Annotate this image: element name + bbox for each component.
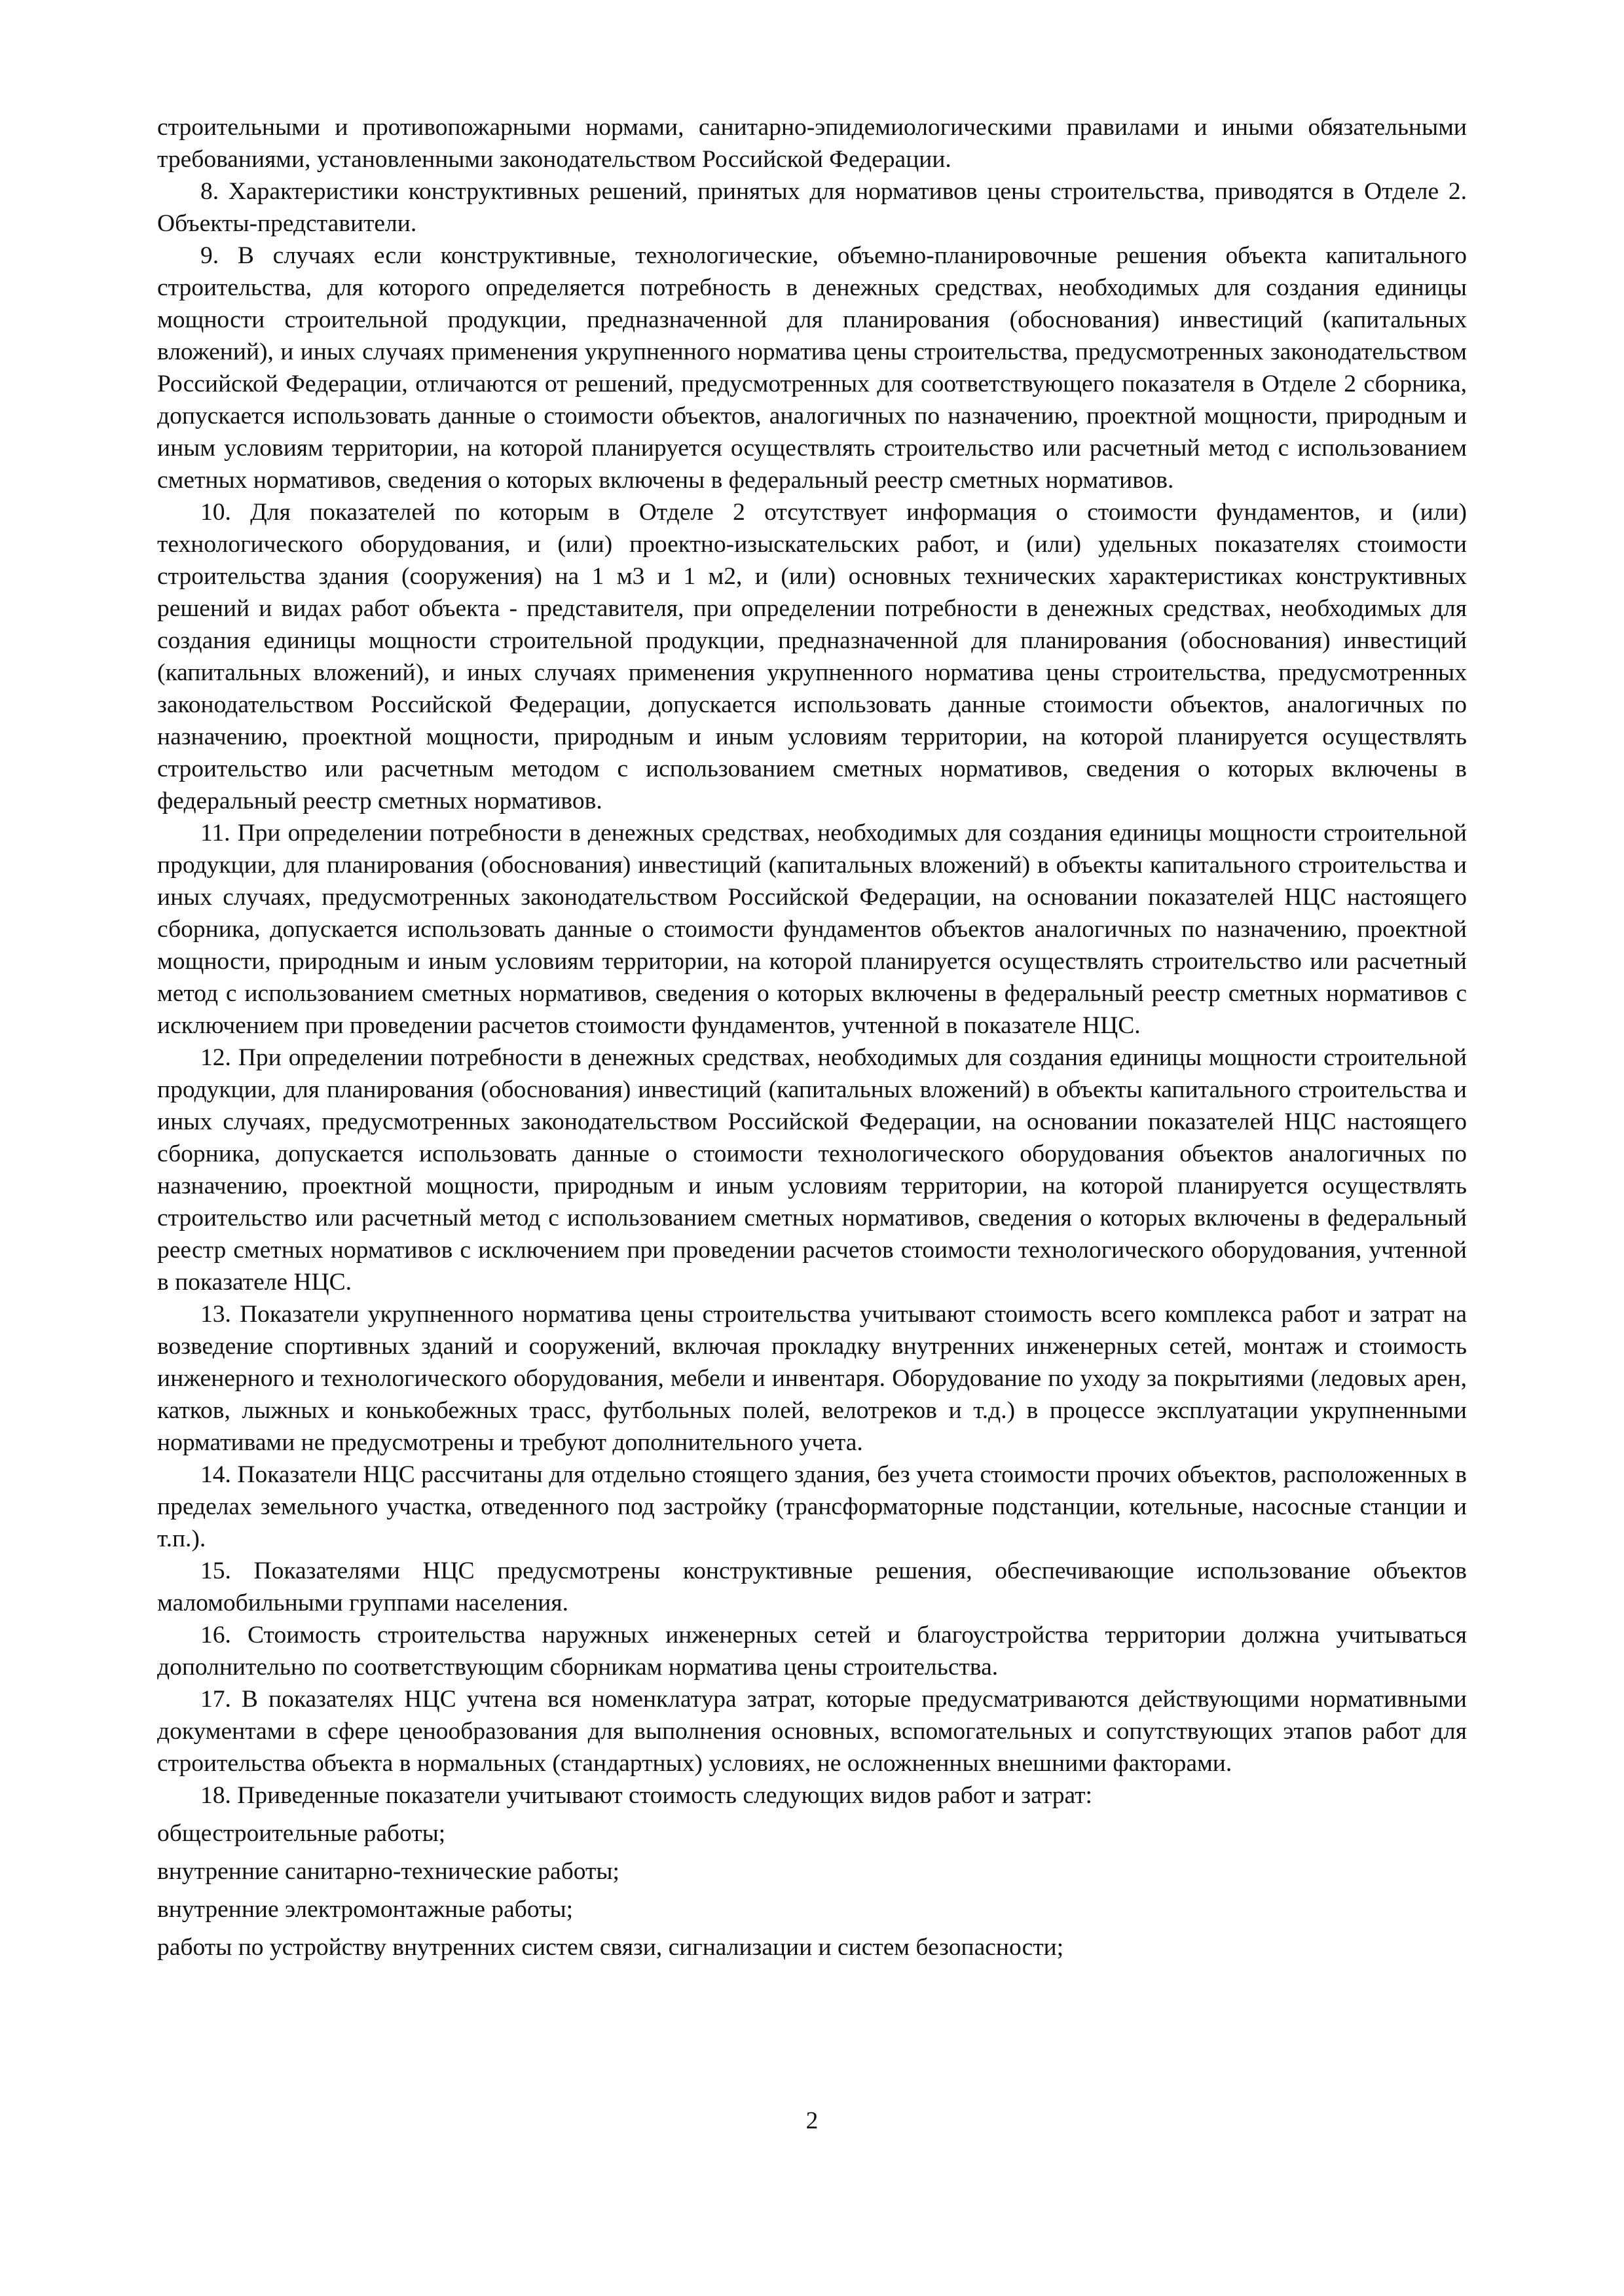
list-item: внутренние электромонтажные работы; [157,1896,574,1923]
paragraph-18: 18. Приведенные показатели учитывают стоимость следующих видов работ и затрат: [200,1782,1092,1809]
paragraph-9: 9. В случаях если конструктивные, технологические, объемно-планировочные решения объекта капитального строительства, для которого определяется потребность в денежных средствах, необходимых для создания единицы мощности строительной продукции, предназначенной для планирования (обоснования) инвестиций (капитальных вложений), и иных случаях применения укрупненного норматива цены строительства, предусмотренных законодательством Российской Федерации, отличаются от решений, предусмотренных для соответствующего показателя в Отделе 2 сборника, допускается использовать данные о стоимости объектов, аналогичных по назначению, проектной мощности, природным и иным условиям территории, на которой планируется осуществлять строительство или расчетный метод с использованием сметных нормативов, сведения о которых включены в федеральный реестр сметных нормативов. [157,242,1467,494]
paragraph-continuation: строительными и противопожарными нормами, санитарно-эпидемиологическими правилами и иными обязательными требованиями, установленными законодательством Российской Федерации. [157,114,1467,173]
list-item: внутренние санитарно-технические работы; [157,1858,619,1885]
paragraph-17: 17. В показателях НЦС учтена вся номенклатура затрат, которые предусматриваются действующими нормативными документами в сфере ценообразования для выполнения основных, вспомогательных и сопутствующих этапов работ для строительства объекта в нормальных (стандартных) условиях, не осложненных внешними факторами. [157,1686,1467,1777]
paragraph-14: 14. Показатели НЦС рассчитаны для отдельно стоящего здания, без учета стоимости прочих объектов, расположенных в пределах земельного участка, отведенного под застройку (трансформаторные подстанции, котельные, насосные станции и т.п.). [157,1461,1467,1552]
paragraph-10: 10. Для показателей по которым в Отделе 2 отсутствует информация о стоимости фундаментов, и (или) технологического оборудования, и (или) проектно-изыскательских работ, и (или) удельных показателях стоимости строительства здания (сооружения) на 1 м3 и 1 м2, и (или) основных технических характеристиках конструктивных решений и видах работ объекта - представителя, при определении потребности в денежных средствах, необходимых для создания единицы мощности строительной продукции, предназначенной для планирования (обоснования) инвестиций (капитальных вложений), и иных случаях применения укрупненного норматива цены строительства, предусмотренных законодательством Российской Федерации, допускается использовать данные стоимости объектов, аналогичных по назначению, проектной мощности, природным и иным условиям территории, на которой планируется осуществлять строительство или расчетным методом с использованием сметных нормативов, сведения о которых включены в федеральный реестр сметных нормативов. [157,499,1467,814]
paragraph-16: 16. Стоимость строительства наружных инженерных сетей и благоустройства территории должна учитываться дополнительно по соответствующим сборникам норматива цены строительства. [157,1622,1467,1681]
list-item: работы по устройству внутренних систем связи, сигнализации и систем безопасности; [157,1934,1064,1961]
paragraph-8: 8. Характеристики конструктивных решений, принятых для нормативов цены строительства, приводятся в Отделе 2. Объекты-представители. [157,178,1467,237]
page-number: 2 [805,2107,819,2134]
paragraph-12: 12. При определении потребности в денежных средствах, необходимых для создания единицы мощности строительной продукции, для планирования (обоснования) инвестиций (капитальных вложений) в объекты капитального строительства и иных случаях, предусмотренных законодательством Российской Федерации, на основании показателей НЦС настоящего сборника, допускается использовать данные о стоимости технологического оборудования объектов аналогичных по назначению, проектной мощности, природным и иным условиям территории, на которой планируется осуществлять строительство или расчетный метод с использованием сметных нормативов, сведения о которых включены в федеральный реестр сметных нормативов с исключением при проведении расчетов стоимости технологического оборудования, учтенной в показателе НЦС. [157,1044,1467,1296]
paragraph-13: 13. Показатели укрупненного норматива цены строительства учитывают стоимость всего комплекса работ и затрат на возведение спортивных зданий и сооружений, включая прокладку внутренних инженерных сетей, монтаж и стоимость инженерного и технологического оборудования, мебели и инвентаря. Оборудование по уходу за покрытиями (ледовых арен, катков, лыжных и конькобежных трасс, футбольных полей, велотреков и т.д.) в процессе эксплуатации укрупненными нормативами не предусмотрены и требуют дополнительного учета. [157,1301,1467,1456]
list-item: общестроительные работы; [157,1820,446,1847]
paragraph-11: 11. При определении потребности в денежных средствах, необходимых для создания единицы мощности строительной продукции, для планирования (обоснования) инвестиций (капитальных вложений) в объекты капитального строительства и иных случаях, предусмотренных законодательством Российской Федерации, на основании показателей НЦС настоящего сборника, допускается использовать данные о стоимости фундаментов объектов аналогичных по назначению, проектной мощности, природным и иным условиям территории, на которой планируется осуществлять строительство или расчетный метод с использованием сметных нормативов, сведения о которых включены в федеральный реестр сметных нормативов с исключением при проведении расчетов стоимости фундаментов, учтенной в показателе НЦС. [157,820,1467,1039]
document-page [157,111,1467,1963]
paragraph-15: 15. Показателями НЦС предусмотрены конструктивные решения, обеспечивающие использование объектов маломобильными группами населения. [157,1558,1467,1616]
